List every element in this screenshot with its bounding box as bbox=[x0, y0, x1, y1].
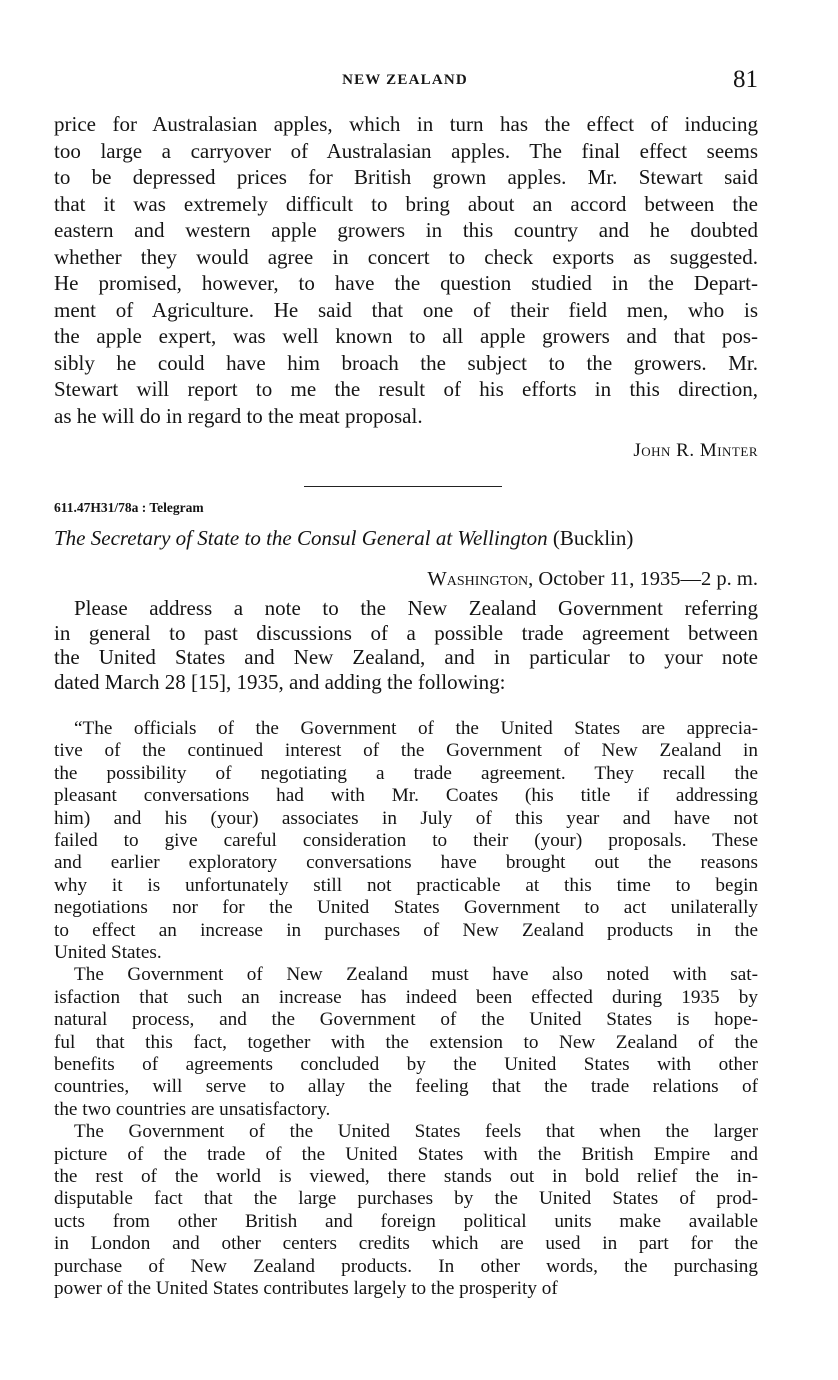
text-line: The Government of the United States feels that when the larger bbox=[74, 1121, 758, 1143]
text-line: isfaction that such an increase has indeed been effected during 1935 by bbox=[54, 986, 758, 1008]
text-line: the possibility of negotiating a trade agreement. They recall the bbox=[54, 762, 758, 784]
text-line: power of the United States contributes largely to the prosperity of bbox=[54, 1278, 558, 1299]
text-line: negotiations nor for the United States Government to act unilaterally bbox=[54, 897, 758, 919]
text-line: pleasant conversations had with Mr. Coates (his title if addressing bbox=[54, 785, 758, 807]
text-line: The Government of New Zealand must have also noted with sat- bbox=[74, 964, 758, 986]
text-line: the two countries are unsatisfactory. bbox=[54, 1098, 331, 1120]
text-line: United States. bbox=[54, 942, 162, 963]
text-line: Stewart will report to me the result of his efforts in this direction, bbox=[54, 377, 758, 401]
text-line: dated March 28 [15], 1935, and adding the following: bbox=[54, 669, 506, 694]
heading-recipient: (Bucklin) bbox=[552, 526, 634, 550]
text-line: ful that this fact, together with the extension to New Zealand of the bbox=[54, 1031, 758, 1053]
dateline-city: Washington, bbox=[427, 568, 534, 590]
text-line: sibly he could have him broach the subject to the growers. Mr. bbox=[54, 350, 758, 375]
text-line: whether they would agree in concert to check exports as suggested. bbox=[54, 244, 758, 269]
page-number: 81 bbox=[733, 66, 758, 93]
dateline-date: October 11, 1935—2 p. m. bbox=[538, 568, 758, 590]
text-line: him) and his (your) associates in July of this year and have not bbox=[54, 807, 758, 829]
text-line: eastern and western apple growers in this country and he doubted bbox=[54, 218, 758, 242]
document-reference: 611.47H31/78a : Telegram bbox=[54, 500, 204, 515]
section-divider bbox=[304, 486, 502, 487]
text-line: the United States and New Zealand, and in particular to your note bbox=[54, 645, 758, 669]
text-line: ment of Agriculture. He said that one of their field men, who is bbox=[54, 297, 758, 322]
text-line: to effect an increase in purchases of New Zealand products in the bbox=[54, 919, 758, 941]
text-line: and earlier exploratory conversations have brought out the reasons bbox=[54, 852, 758, 874]
text-line: as he will do in regard to the meat proposal. bbox=[54, 403, 423, 428]
heading-title: The Secretary of State to the Consul General at Wellington bbox=[54, 526, 548, 550]
text-line: purchase of New Zealand products. In other words, the purchasing bbox=[54, 1255, 758, 1277]
text-line: in London and other centers credits which are used in part for the bbox=[54, 1233, 758, 1255]
text-line: disputable fact that the large purchases by the United States of prod- bbox=[54, 1188, 758, 1210]
text-line: too large a carryover of Australasian apples. The final effect seems bbox=[54, 138, 758, 163]
text-line: He promised, however, to have the question studied in the Depart- bbox=[54, 271, 758, 295]
text-line: to be depressed prices for British grown apples. Mr. Stewart said bbox=[54, 165, 758, 189]
text-line: “The officials of the Government of the United States are apprecia- bbox=[74, 718, 758, 739]
text-line: that it was extremely difficult to bring about an accord between the bbox=[54, 191, 758, 216]
text-line: the apple expert, was well known to all apple growers and that pos- bbox=[54, 324, 758, 348]
text-line: price for Australasian apples, which in turn has the effect of inducing bbox=[54, 112, 758, 136]
dateline bbox=[427, 568, 758, 591]
document-heading bbox=[54, 526, 758, 551]
text-line: benefits of agreements concluded by the United States with other bbox=[54, 1054, 758, 1075]
text-line: the rest of the world is viewed, there stands out in bold relief the in- bbox=[54, 1166, 758, 1187]
text-line: ucts from other British and foreign political units make available bbox=[54, 1210, 758, 1232]
text-line: Please address a note to the New Zealand Government referring bbox=[74, 596, 758, 620]
running-title: NEW ZEALAND bbox=[342, 72, 468, 88]
text-line: picture of the trade of the United States with the British Empire and bbox=[54, 1143, 758, 1165]
text-line: why it is unfortunately still not practicable at this time to begin bbox=[54, 874, 758, 896]
text-line: countries, will serve to allay the feeling that the trade relations of bbox=[54, 1076, 758, 1098]
text-line: tive of the continued interest of the Government of New Zealand in bbox=[54, 740, 758, 762]
text-line: failed to give careful consideration to their (your) proposals. These bbox=[54, 830, 758, 851]
running-head bbox=[52, 66, 758, 96]
text-line: natural process, and the Government of the United States is hope- bbox=[54, 1009, 758, 1031]
signature: John R. Minter bbox=[633, 440, 758, 461]
text-line: in general to past discussions of a possible trade agreement between bbox=[54, 620, 758, 645]
